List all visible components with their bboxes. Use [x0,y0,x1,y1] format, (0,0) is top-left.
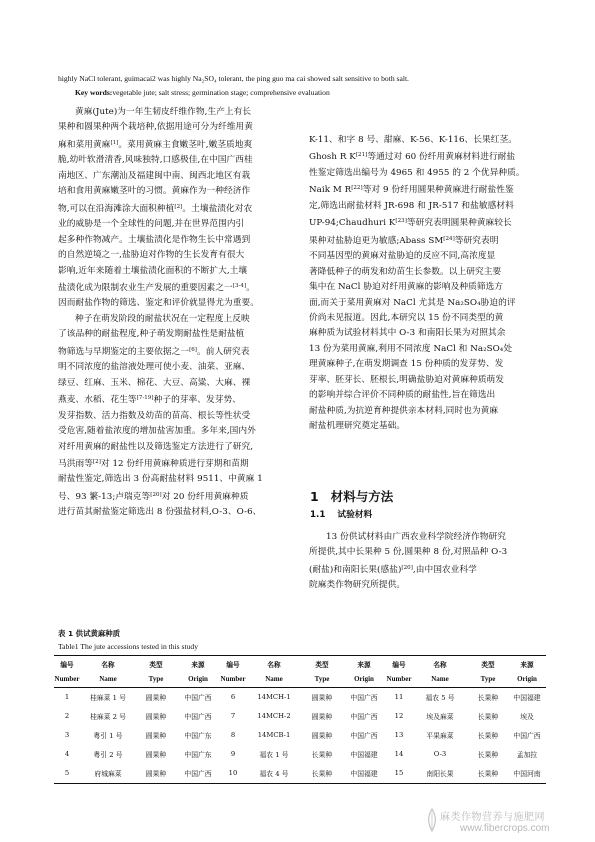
table-cell: 中国广东 [184,732,212,741]
table-cell: 14MCH-1 [257,693,291,702]
text-line: 果种对盐胁迫更为敏感;Abass SM[24]等研究表明 [309,235,499,246]
table-cell: 粤引 2 号 [93,751,123,760]
table-cell: 长果种 [477,713,499,722]
citation-ref: [20] [150,491,162,498]
column-header-cn: 类型 [468,656,508,672]
text-line: 因而耐盐作物的筛选、鉴定和评价就显得尤为重要。 [58,298,259,309]
table-cell: 中国广东 [184,751,212,760]
table-row [54,726,546,745]
jute-accessions-table [54,655,546,784]
text-line: 的影响并综合评价不同种质的耐盐性,旨在筛选出 [309,390,496,401]
table-cell: O-3 [433,750,447,759]
table-cell: 桂麻菜 2 号 [90,713,126,722]
text-line: 不同基因型的黄麻对盐胁迫的反应不同,高浓度显 [309,251,496,262]
column-header-cn: 编号 [220,656,246,672]
column-header-cn: 名称 [412,656,468,672]
text-line: 13 份为菜用黄麻,利用不同浓度 NaCl 和 Na₂SO₄处 [309,343,513,354]
column-header-cn: 编号 [54,656,80,672]
table-cell: 12 [394,712,404,721]
table-cell: 桂麻菜 1 号 [90,694,126,703]
text-line: 物筛选与早期鉴定的主要依据之一[6]。前人研究表 [58,346,250,357]
table-cell: 圆果种 [136,764,176,784]
text-line: 种子在萌发阶段的耐盐状况在一定程度上反映 [75,313,250,324]
text-line: (耐盐)和南阳长果(感盐)[20],由中国农业科学 [309,564,477,575]
table-cell: 中国福建 [513,694,541,703]
text-line: 定,筛选出耐盐材料 JR-698 和 JR-517 和盐敏感材料 [309,200,514,211]
table-cell: 14 [394,750,404,759]
watermark-logo-icon [425,808,439,832]
table-cell: 福农 4 号 [246,764,302,784]
table-cell: 中国广西 [350,694,378,703]
column-header-en: Name [412,671,468,687]
column-header-en: Origin [176,671,220,687]
table-cell: 孟加拉 [516,751,538,760]
table-cell: 埃及麻菜 [426,713,454,722]
table-cell: 埃及 [520,713,534,722]
text-line: K-11、和字 8 号、甜麻、K-56、K-116、长果红茎。 [309,135,517,145]
citation-ref: [23] [395,218,407,225]
text-line: 进行苗其耐盐鉴定筛选出 8 份强盐材料,O-3、O-6、 [58,507,262,518]
table-cell: 5 [54,764,80,784]
table-header-cn [54,656,546,672]
text-line: 的自然逆境之一,盐胁迫对作物的生长发育有很大 [58,250,245,261]
text-line: 发芽指数、活力指数及幼苗的苗高、根长等性状受 [58,410,251,421]
text-line: 13 份供试材料由广西农业科学院经济作物研究 [326,532,506,542]
table-cell: 圆果种 [145,751,167,760]
table-cell: 南阳长果 [412,764,468,784]
column-header-en: Origin [508,671,546,687]
table-cell: 2 [64,712,70,721]
table-cell: 3 [64,731,70,740]
text-line: 著降低种子的萌发和幼苗生长参数。以上研究主要 [309,266,502,277]
abstract-english [58,72,540,100]
column-header-en: Type [302,671,342,687]
text-line: 耐盐种质,为抗逆育种提供亲本材料,同时也为黄麻 [309,405,499,416]
text-line: 价尚未见报道。因此,本研究以 15 份不同类型的黄 [309,312,504,323]
text-line: Naik M R[22]等对 9 份纤用圆果种黄麻进行耐盐性鉴 [309,185,514,196]
table-cell: 长果种 [477,732,499,741]
table-cell: 府城麻菜 [80,764,136,784]
table-cell: 圆果种 [145,713,167,722]
table-cell: 长果种 [311,751,333,760]
table-cell: 4 [64,750,70,759]
text-line: 南地区、广东潮汕及福建闽中南、闽西北地区有栽 [58,170,251,181]
table-cell: 中国广西 [350,713,378,722]
right-column-body [309,133,546,435]
subsection-title: 试验材料 [337,510,373,520]
column-header-en: Number [54,671,80,687]
table-cell: 圆果种 [311,694,333,703]
text-line: 起多种作物减产。土壤盐渍化是作物生长中常遇到 [58,234,251,245]
table-header-en [54,671,546,687]
table-cell: 粤引 1 号 [93,732,123,741]
table-cell: 13 [394,731,404,740]
text-line: 耐盐性鉴定,筛选出 3 份高耐盐材料 9511、中黄麻 1 [58,474,263,485]
table-cell: 6 [230,693,236,702]
section-title: 材料与方法 [330,489,394,504]
subsection-number: 1.1 [310,510,326,520]
column-header-cn: 名称 [246,656,302,672]
subsection-heading-materials [310,508,372,520]
watermark-url: www.fibercrops.com [460,823,550,834]
table-cell: 14MCH-2 [257,712,291,721]
table-cell: 14MCB-1 [257,731,291,740]
column-header-cn: 类型 [302,656,342,672]
text-line: 了该品种的耐盐程度,种子萌发期耐盐性是耐盐植 [58,329,245,340]
table-cell: 圆果种 [311,732,333,741]
table-cell: 15 [386,764,412,784]
text-line: 绿豆、红麻、玉米、棉花、大豆、高粱、大麻、裸 [58,377,251,388]
watermark-site-name: 麻类作物营养与施肥网 [440,812,545,823]
column-header-en: Number [386,671,412,687]
text-line: 集中在 NaCl 胁迫对纤用黄麻的影响及种质筛选方 [309,282,504,293]
column-header-cn: 编号 [386,656,412,672]
table-cell: 11 [394,693,404,702]
citation-ref: [2] [92,458,101,465]
section-heading-materials-methods [310,487,393,505]
table-cell: 平果麻菜 [426,732,454,741]
keywords-label: Key words: [75,88,113,97]
table-cell: 长果种 [477,694,499,703]
column-header-cn: 来源 [508,656,546,672]
table-cell: 圆果种 [145,694,167,703]
column-header-cn: 类型 [136,656,176,672]
text-line: 培和食用黄麻嫩茎叶的习惯。黄麻作为一种经济作 [58,186,251,197]
text-line: 影响,近年来随着土壤盐渍化面积的不断扩大,土壤 [58,265,248,276]
keywords-text: vegetable jute; salt stress; germination stage; comprehensive evaluation [112,88,330,97]
left-column-body [58,105,294,521]
table-cell: 8 [230,731,236,740]
text-line: 芽率、胚芽长、胚根长,明确盐胁迫对黄麻种质萌发 [309,374,505,385]
table-cell: 圆果种 [311,713,333,722]
citation-ref: [20] [401,564,413,571]
table-cell: 长果种 [468,764,508,784]
text-line: 果种和圆果种两个栽培种,依据用途可分为纤维用黄 [58,122,254,133]
text-line: 号、93 繁-13;卢瑞克等[20]对 20 份纤用黄麻种质 [58,491,249,502]
text-line: 面,而关于菜用黄麻对 NaCl 尤其是 Na₂SO₄胁迫的评 [309,297,516,308]
text-line: 理黄麻种子,在萌发期调查 15 份种质的发芽势、发 [309,359,504,370]
table-cell: 长果种 [302,764,342,784]
table-cell: 9 [230,750,236,759]
column-header-cn: 名称 [80,656,136,672]
citation-ref: [24] [443,235,455,242]
text-line: 麻种质为试验材料其中 O-3 和南阳长果为对照其余 [309,328,506,339]
table-cell: 中国广西 [184,713,212,722]
table-cell: 长果种 [477,751,499,760]
column-header-en: Name [246,671,302,687]
text-line: 马洪雨等[2]对 12 份纤用黄麻种质进行芽期和苗期 [58,458,249,469]
text-line: 物,可以在沿海滩涂大面积种植[2]。土壤盐渍化对农 [58,203,253,214]
text-line: Ghosh R K[21]等通过对 60 份纤用黄麻材料进行耐盐 [309,152,516,163]
text-line: 受危害,随着盐浓度的增加盐害加重。多年来,国内外 [58,426,256,437]
table-cell: 福农 5 号 [425,694,455,703]
text-line: 盐渍化成为限制农业生产发展的重要因素之一[3-4]。 [58,282,255,293]
text-line: 对纤用黄麻的耐盐性以及筛选鉴定方法进行了研究, [58,441,254,452]
text-line: 院麻类作物研究所提供。 [309,580,406,591]
citation-ref: [6] [189,346,198,353]
table-row [54,764,546,784]
table-cell: 中国福建 [342,764,386,784]
text-line: 明不同浓度的盐溶液处理可使小麦、油菜、亚麻、 [58,362,251,373]
column-header-en: Name [80,671,136,687]
text-line: 所提供,其中长果种 5 份,圆果种 8 份,对照品种 O-3 [309,547,508,558]
table-cell: 中国广西 [513,732,541,741]
table-cell: 10 [220,764,246,784]
table-cell: 圆果种 [145,732,167,741]
table-caption-cn: 表 1 供试黄麻种质 [58,629,121,638]
table-cell: 中国广西 [350,732,378,741]
citation-ref: [1] [110,139,119,146]
table-row [54,687,546,707]
citation-ref: [2] [174,203,183,210]
citation-ref: [21] [355,152,368,159]
text-line: 燕麦、水稻、花生等[7-19]种子的芽率、发芽势、 [58,395,241,406]
text-line: 业的威胁是一个全球性的问题,并在世界范围内引 [58,219,245,230]
column-header-cn: 来源 [342,656,386,672]
table-cell: 中国福建 [350,751,378,760]
table-cell: 中国河南 [508,764,546,784]
section-number: 1 [310,489,319,504]
table-row [54,707,546,726]
table-caption-en: Table1 The jute accessions tested in this study [58,642,198,651]
table-cell: 中国广西 [176,764,220,784]
column-header-en: Type [136,671,176,687]
column-header-cn: 来源 [176,656,220,672]
materials-paragraph [309,530,546,594]
table-cell: 中国广西 [184,694,212,703]
abstract-last-line: highly NaCl tolerant, guimacai2 was highly Na₂SO₄ tolerant, the ping guo ma cai showed salt sensitive to both salt. [58,74,409,83]
text-line: 麻和菜用黄麻[1]。菜用黄麻主食嫩茎叶,嫩茎质地爽 [58,139,253,150]
table-cell: 7 [230,712,236,721]
citation-ref: [3-4] [232,282,247,289]
table-body [54,687,546,783]
keywords-line [58,86,540,100]
text-line: 脆,幼叶软滑清香,风味独特,口感极佳,在中国广西桂 [58,155,253,166]
citation-ref: [7-19] [136,395,154,402]
column-header-en: Origin [342,671,386,687]
column-header-en: Type [468,671,508,687]
table-cell: 福农 1 号 [259,751,289,760]
citation-ref: [22] [351,185,363,192]
text-line: 耐盐机理研究奠定基础。 [309,421,406,432]
text-line: 黄麻(Jute)为一年生韧皮纤维作物,生产上有长 [75,107,252,117]
table-row [54,745,546,764]
column-header-en: Number [220,671,246,687]
text-line: 性鉴定筛选出编号为 4965 和 4955 的 2 个优异种质。 [309,167,525,178]
text-line: UP-94;Chaudhuri K[23]等研究表明圆果种黄麻较长 [309,218,512,229]
table-cell: 1 [64,693,70,702]
